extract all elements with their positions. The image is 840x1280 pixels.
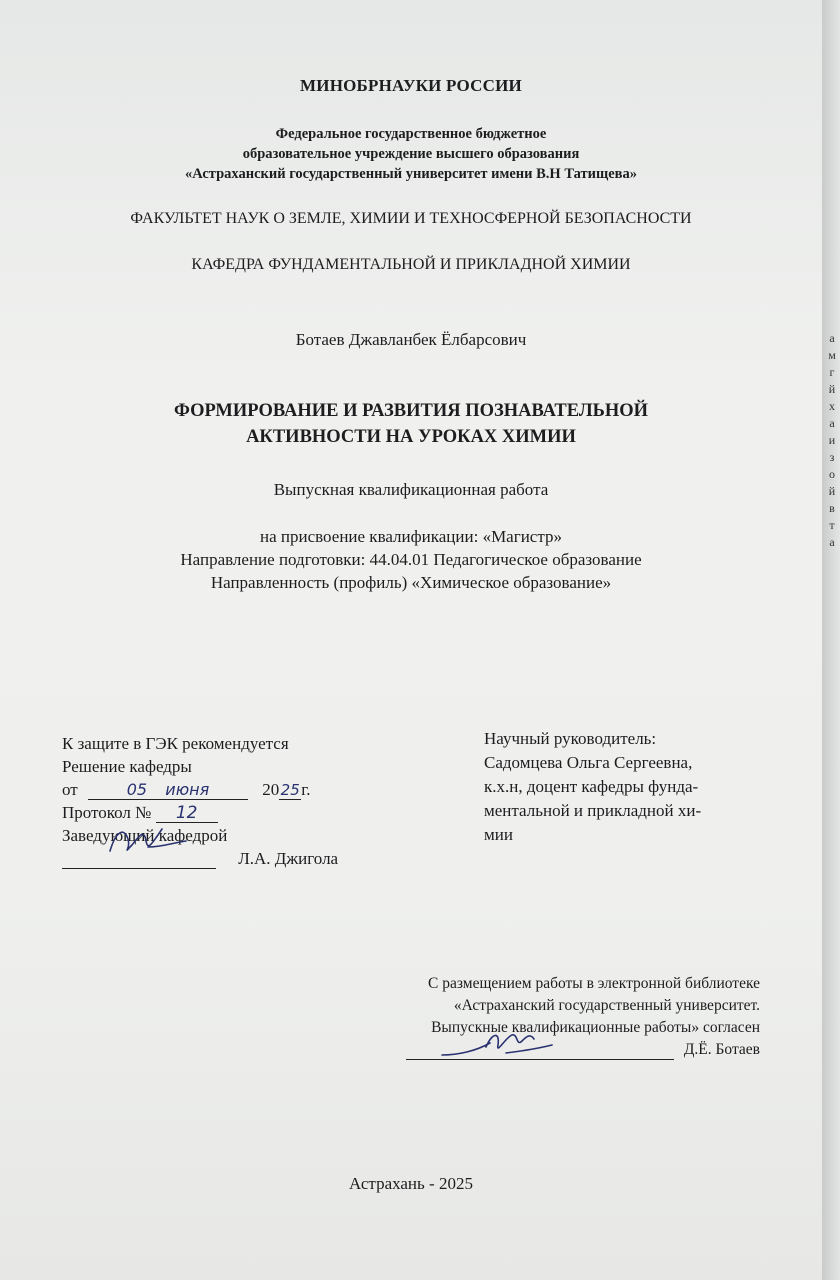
adjacent-page-edge xyxy=(822,0,840,1280)
city-year: Астрахань - 2025 xyxy=(349,1174,473,1193)
supervisor-label: Научный руководитель: xyxy=(484,729,657,748)
decision-date-row xyxy=(62,778,338,801)
defense-recommendation-block xyxy=(62,732,338,870)
institution-line-1: Федеральное государственное бюджетное xyxy=(275,126,547,142)
supervisor-position-line-2: ментальной и прикладной хи- xyxy=(484,801,702,820)
thesis-title xyxy=(0,398,822,450)
supervisor-name: Садомцева Ольга Сергеевна, xyxy=(484,753,693,772)
defense-line-2: Решение кафедры xyxy=(62,757,192,776)
library-consent-block xyxy=(406,973,760,1061)
consent-line-2: «Астраханский государственный университет. xyxy=(453,997,760,1014)
adjacent-page-text: а м г й х а и з о й в т а xyxy=(828,331,836,549)
year-suffix: 25 xyxy=(280,781,300,799)
ministry-heading: МИНОБРНАУКИ РОССИИ xyxy=(300,76,522,95)
supervisor-position-line-3: мии xyxy=(484,825,513,844)
profile-line: Направленность (профиль) «Химическое образование» xyxy=(210,573,612,592)
date-month: июня xyxy=(165,780,210,799)
defense-line-1: К защите в ГЭК рекомендуется xyxy=(62,734,289,753)
decision-date-field xyxy=(88,781,248,800)
date-day: 05 xyxy=(126,780,148,799)
head-name: Л.А. Джигола xyxy=(238,849,339,868)
supervisor-block xyxy=(484,727,701,847)
year-prefix: 20 xyxy=(262,780,280,799)
consent-line-3: Выпускные квалификационные работы» согласен xyxy=(431,1019,760,1036)
author-signature-icon xyxy=(436,1025,556,1061)
head-signature-icon xyxy=(102,821,192,861)
thesis-title-line-2: АКТИВНОСТИ НА УРОКАХ ХИМИИ xyxy=(246,427,576,447)
head-label: Заведующий кафедрой xyxy=(62,826,228,845)
work-type: Выпускная квалификационная работа xyxy=(273,480,549,499)
consent-line-1: С размещением работы в электронной библиотеке xyxy=(428,975,760,992)
consent-signature-row xyxy=(406,1039,760,1061)
protocol-label: Протокол № xyxy=(62,803,152,822)
institution-line-2: образовательное учреждение высшего образования xyxy=(242,146,580,162)
year-end: г. xyxy=(301,780,311,799)
department-name: КАФЕДРА ФУНДАМЕНТАЛЬНОЙ И ПРИКЛАДНОЙ ХИМИИ xyxy=(191,256,631,273)
supervisor-position-line-1: к.х.н, доцент кафедры фунда- xyxy=(484,777,699,796)
institution-line-3: «Астраханский государственный университет имени В.Н Татищева» xyxy=(185,166,637,182)
direction-line: Направление подготовки: 44.04.01 Педагогическое образование xyxy=(180,550,642,569)
protocol-number: 12 xyxy=(156,804,218,823)
date-prefix: от xyxy=(62,780,78,799)
qualification-line: на присвоение квалификации: «Магистр» xyxy=(260,527,562,546)
faculty-name: ФАКУЛЬТЕТ НАУК О ЗЕМЛЕ, ХИМИИ И ТЕХНОСФЕРНОЙ БЕЗОПАСНОСТИ xyxy=(130,210,692,227)
institution-name xyxy=(0,124,822,184)
qualification-block xyxy=(0,525,822,594)
head-signature-row xyxy=(62,847,338,870)
author-name: Ботаев Джавланбек Ёлбарсович xyxy=(295,330,527,349)
thesis-title-line-1: ФОРМИРОВАНИЕ И РАЗВИТИЯ ПОЗНАВАТЕЛЬНОЙ xyxy=(173,401,649,421)
consent-signer: Д.Ё. Ботаев xyxy=(683,1041,760,1058)
